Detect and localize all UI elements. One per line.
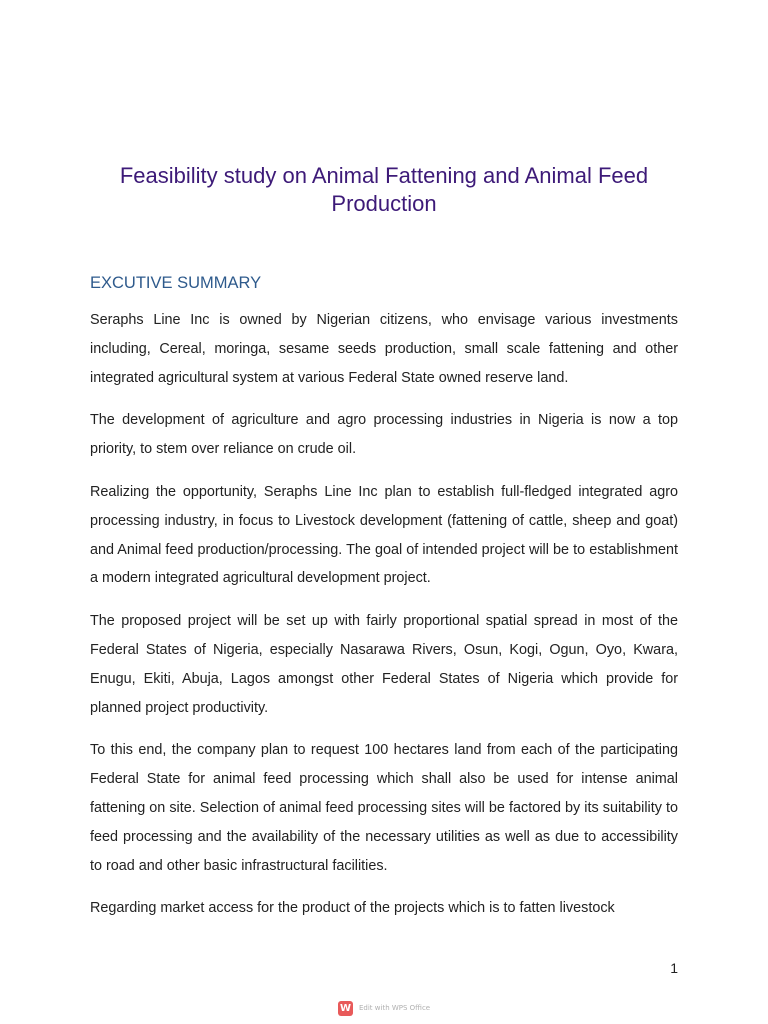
wps-label: Edit with WPS Office — [359, 1004, 431, 1012]
wps-office-icon: W — [339, 1002, 352, 1014]
page-number: 1 — [670, 960, 678, 976]
document-title: Feasibility study on Animal Fattening and Animal Feed Production — [119, 163, 649, 216]
paragraph-1: Seraphs Line Inc is owned by Nigerian citizens, who envisage various investments including, Cereal, moringa, sesame seeds production, small scale fattening and other integrated agricultural system at various Federal State owned reserve land. — [90, 312, 678, 386]
paragraph-5: To this end, the company plan to request 100 hectares land from each of the participating Federal State for animal feed processing which shall also be used for intense animal fattening on site. Selection of animal feed processing sites will be factored by its suitability to feed processing and the availability of the necessary utilities as well as due to accessibility to road and other basic infrastructural facilities. — [90, 742, 678, 874]
section-heading: EXCUTIVE SUMMARY — [90, 274, 262, 292]
paragraph-3: Realizing the opportunity, Seraphs Line Inc plan to establish full-fledged integrated agro processing industry, in focus to Livestock development (fattening of cattle, sheep and goat) and Animal feed production/processing. The goal of intended project will be to establishment a modern integrated agricultural development project. — [90, 483, 678, 587]
edit-with-wps-link[interactable] — [338, 1000, 430, 1016]
paragraph-4: The proposed project will be set up with fairly proportional spatial spread in most of the Federal States of Nigeria, especially Nasarawa Rivers, Osun, Kogi, Ogun, Oyo, Kwara, Enugu, Ekiti, Abuja, Lagos amongst other Federal States of Nigeria which provide for planned project productivity. — [90, 613, 678, 716]
body-text — [90, 306, 678, 937]
paragraph-2: The development of agriculture and agro processing industries in Nigeria is now a top priority, to stem over reliance on crude oil. — [90, 412, 678, 458]
paragraph-6: Regarding market access for the product of the projects which is to fatten livestock — [90, 900, 615, 917]
